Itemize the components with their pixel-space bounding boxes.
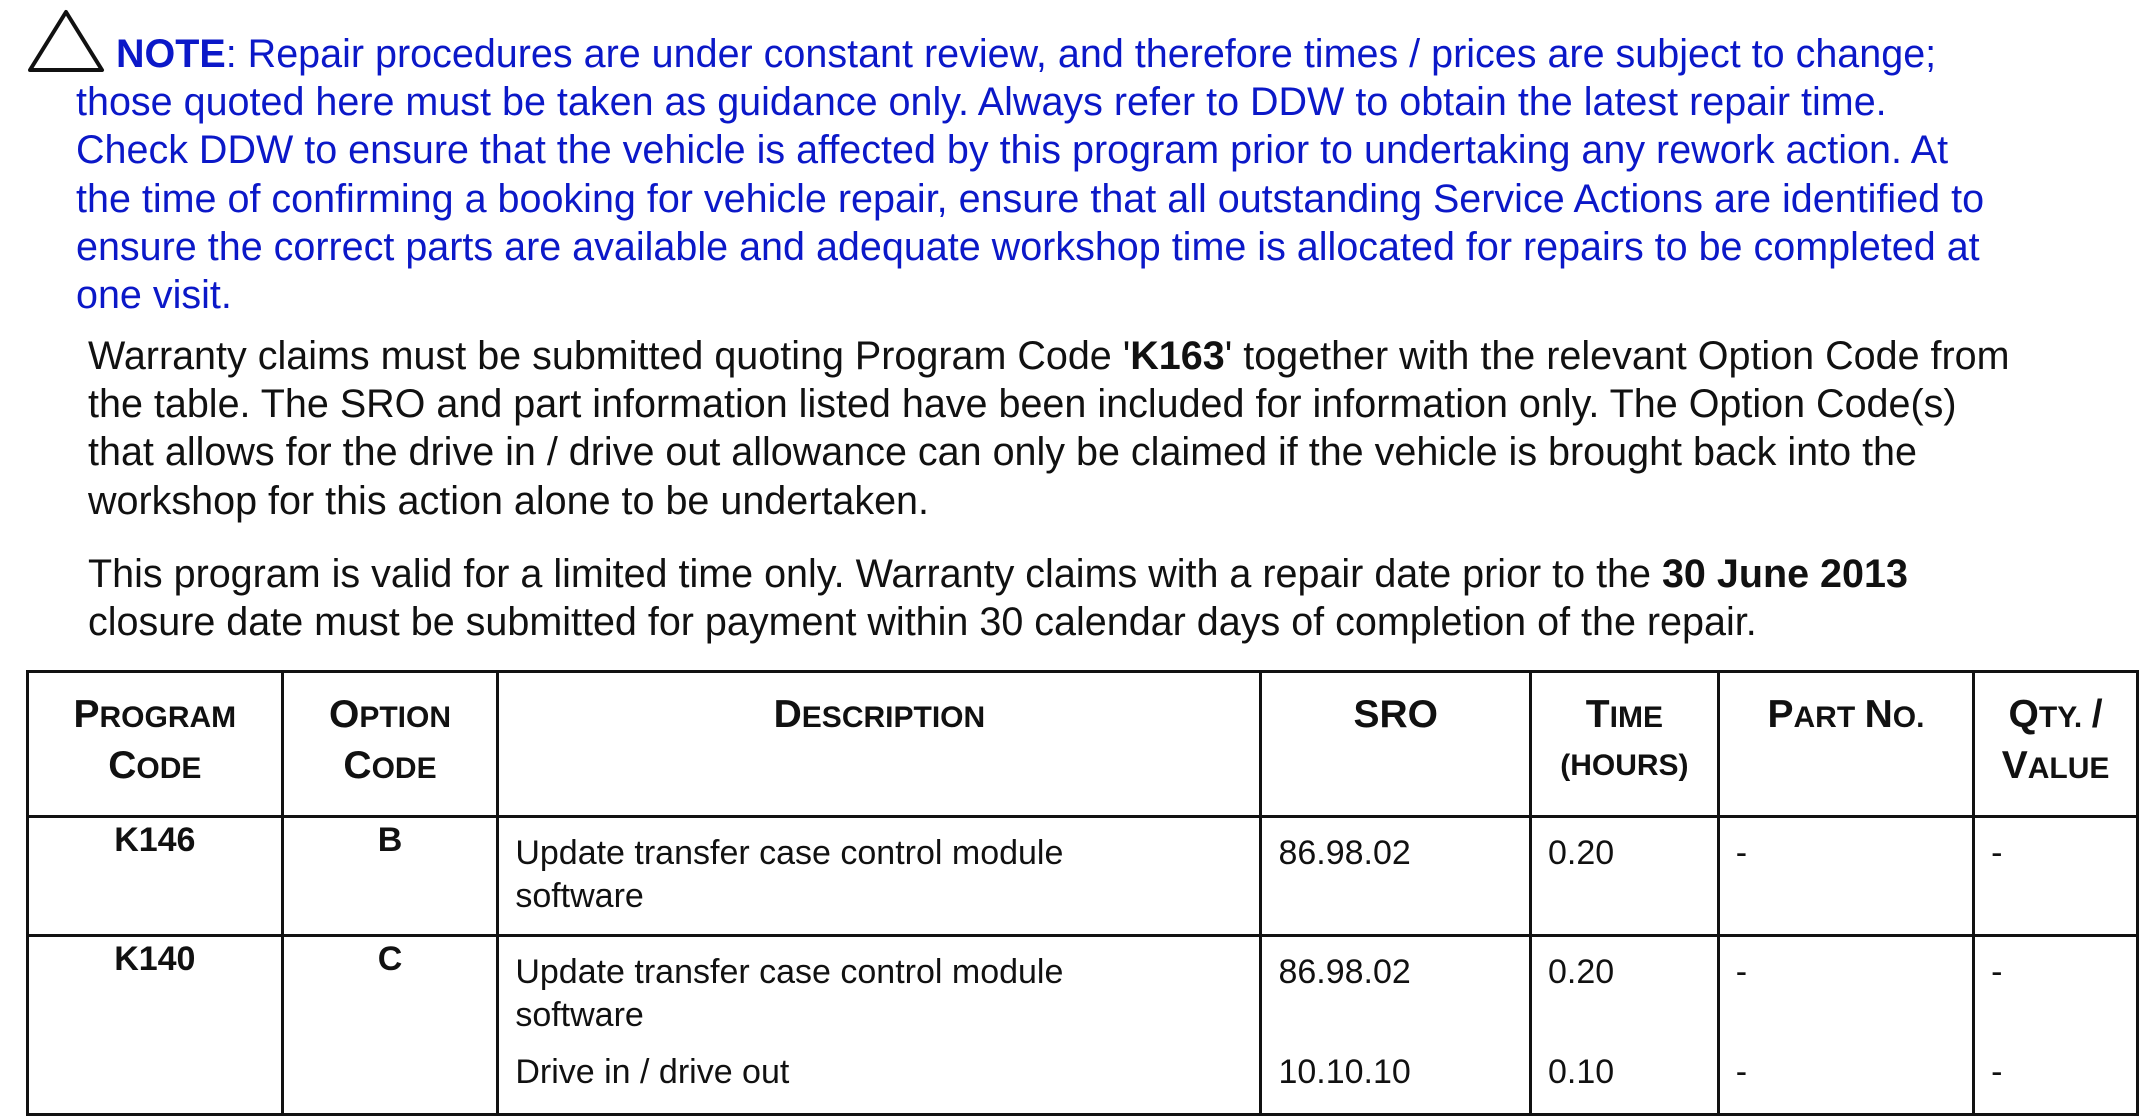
note-line-5: ensure the correct parts are available and adequate workshop time is allocated for repairs to be completed at bbox=[76, 224, 1980, 269]
time-cell: 0.20 0.10 bbox=[1530, 936, 1718, 1115]
sro-cell: 86.98.02 bbox=[1261, 817, 1531, 936]
header-time: TIME (HOURS) bbox=[1530, 672, 1718, 817]
warranty-line-3: that allows for the drive in / drive out allowance can only be claimed if the vehicle is brought back into the bbox=[88, 430, 1917, 475]
closure-date: 30 June 2013 bbox=[1661, 552, 1908, 596]
program-code-k163: K163 bbox=[1130, 334, 1225, 378]
qty-cell: - - bbox=[1974, 936, 2138, 1115]
table-row bbox=[28, 936, 2138, 1115]
header-program-code: PROGRAM CODE bbox=[28, 672, 283, 817]
description-cell: Update transfer case control module software Drive in / drive out bbox=[498, 936, 1261, 1115]
note-line-4: the time of confirming a booking for vehicle repair, ensure that all outstanding Service Actions are identified to bbox=[76, 176, 1985, 221]
note-line-3: Check DDW to ensure that the vehicle is affected by this program prior to undertaking any rework action. At bbox=[76, 128, 1949, 173]
validity-paragraph bbox=[88, 550, 2128, 646]
table-header-row bbox=[28, 672, 2138, 817]
program-code-cell: K146 bbox=[28, 817, 283, 936]
description-cell: Update transfer case control module software bbox=[498, 817, 1261, 936]
warranty-paragraph bbox=[88, 332, 2128, 525]
warranty-line-1: Warranty claims must be submitted quoting Program Code 'K163' together with the relevant Option Code from bbox=[88, 334, 2010, 378]
program-code-cell: K140 bbox=[28, 936, 283, 1115]
note-line-6: one visit. bbox=[76, 273, 232, 318]
table-row bbox=[28, 817, 2138, 936]
part-no-cell: - - bbox=[1718, 936, 1973, 1115]
note-text bbox=[76, 30, 2126, 319]
warranty-line-2: the table. The SRO and part information listed have been included for information only. The Option Code(s) bbox=[88, 382, 1957, 427]
validity-line-1: This program is valid for a limited time only. Warranty claims with a repair date prior to the 30 June 2013 bbox=[88, 552, 1908, 596]
option-code-cell: B bbox=[282, 817, 498, 936]
validity-line-2: closure date must be submitted for payment within 30 calendar days of completion of the repair. bbox=[88, 600, 1757, 645]
warranty-line-4: workshop for this action alone to be undertaken. bbox=[88, 478, 929, 523]
header-description: DESCRIPTION bbox=[498, 672, 1261, 817]
time-cell: 0.20 bbox=[1530, 817, 1718, 936]
note-label: NOTE bbox=[116, 32, 226, 76]
header-option-code: OPTION CODE bbox=[282, 672, 498, 817]
sro-cell: 86.98.02 10.10.10 bbox=[1261, 936, 1531, 1115]
qty-cell: - bbox=[1974, 817, 2138, 936]
note-line-1: NOTE: Repair procedures are under constant review, and therefore times / prices are subject to change; bbox=[116, 32, 1937, 76]
header-qty-value: QTY. / VALUE bbox=[1974, 672, 2138, 817]
part-no-cell: - bbox=[1718, 817, 1973, 936]
option-code-cell: C bbox=[282, 936, 498, 1115]
header-part-no: PART NO. bbox=[1718, 672, 1973, 817]
note-line-2: those quoted here must be taken as guidance only. Always refer to DDW to obtain the latest repair time. bbox=[76, 80, 1887, 125]
header-sro: SRO bbox=[1261, 672, 1531, 817]
program-table bbox=[26, 670, 2139, 1116]
